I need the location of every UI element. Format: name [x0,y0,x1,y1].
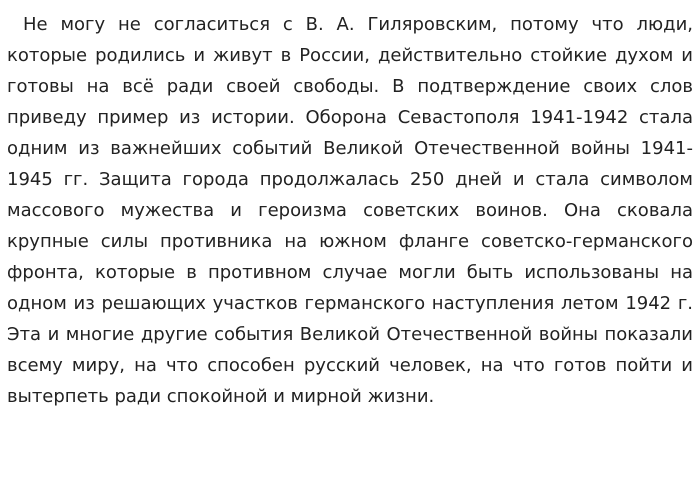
body-paragraph: Не могу не согласиться с В. А. Гиляровским, потому что люди, которые родились и живут в России, действительно стойкие духом и готовы на всё ради своей свободы. В подтверждение своих слов приведу пример из истории. Оборона Севастополя 1941-1942 стала одним из важнейших событий Великой Отечественной войны 1941-1945 гг. Защита города продолжалась 250 дней и стала символом массового мужества и героизма советских воинов. Она сковала крупные силы противника на южном фланге советско-германского фронта, которые в противном случае могли быть использованы на одном из решающих участков германского наступления летом 1942 г. Эта и многие другие события Великой Отечественной войны показали всему миру, на что способен русский человек, на что готов пойти и вытерпеть ради спокойной и мирной жизни. [7,14,693,407]
